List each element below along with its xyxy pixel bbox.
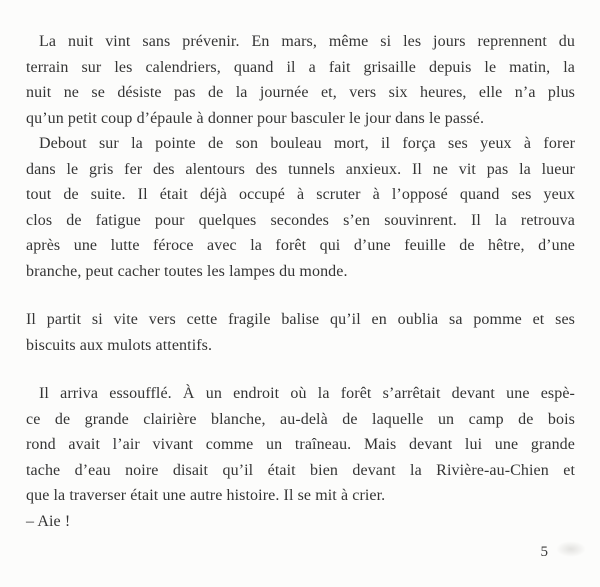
text-line: terrain sur les calendriers, quand il a fait grisaille depuis le matin, la	[26, 58, 575, 76]
text-line: après une lutte féroce avec la forêt qui d’une feuille de hêtre, d’une	[26, 237, 575, 254]
page-text	[26, 29, 575, 534]
text-line: Il partit si vite vers cette fragile balise qu’il en oublia sa pomme et ses	[26, 311, 575, 328]
text-line: tache d’eau noire disait qu’il était bien devant la Rivière-au-Chien et	[26, 461, 575, 479]
paragraph	[26, 509, 575, 535]
text-line: qu’un petit coup d’épaule à donner pour basculer le jour dans le passé.	[26, 109, 485, 127]
page-number: 5	[540, 544, 548, 560]
text-line: ce de grande clairière blanche, au-delà de laquelle un camp de bois	[26, 410, 575, 428]
text-line: tout de suite. Il était déjà occupé à scruter à l’opposé quand ses yeux	[26, 186, 575, 203]
text-line: que la traverser était une autre histoire. Il se mit à crier.	[26, 487, 386, 504]
text-line: branche, peut cacher toutes les lampes du monde.	[26, 262, 348, 280]
text-line: – Aie !	[26, 512, 71, 530]
text-line: La nuit vint sans prévenir. En mars, même si les jours reprennent du	[39, 33, 575, 50]
text-line: clos de fatigue pour quelques secondes s’en souvinrent. Il la retrouva	[26, 211, 575, 229]
text-line: Il arriva essoufflé. À un endroit où la forêt s’arrêtait devant une espè-	[39, 385, 575, 402]
text-line: dans le gris fer des alentours des tunnels anxieux. Il ne vit pas la lueur	[26, 160, 575, 178]
text-line: nuit ne se désiste pas de la journée et, vers six heures, elle n’a plus	[26, 84, 575, 101]
paragraph	[26, 307, 575, 358]
scan-smudge	[556, 541, 586, 557]
text-line: Debout sur la pointe de son bouleau mort, il força ses yeux à forer	[39, 135, 575, 152]
paragraph	[26, 381, 575, 509]
paragraph	[26, 131, 575, 284]
paragraph	[26, 29, 575, 131]
text-line: rond avait l’air vivant comme un traîneau. Mais devant lui une grande	[26, 436, 575, 453]
text-line: biscuits aux mulots attentifs.	[26, 336, 213, 354]
